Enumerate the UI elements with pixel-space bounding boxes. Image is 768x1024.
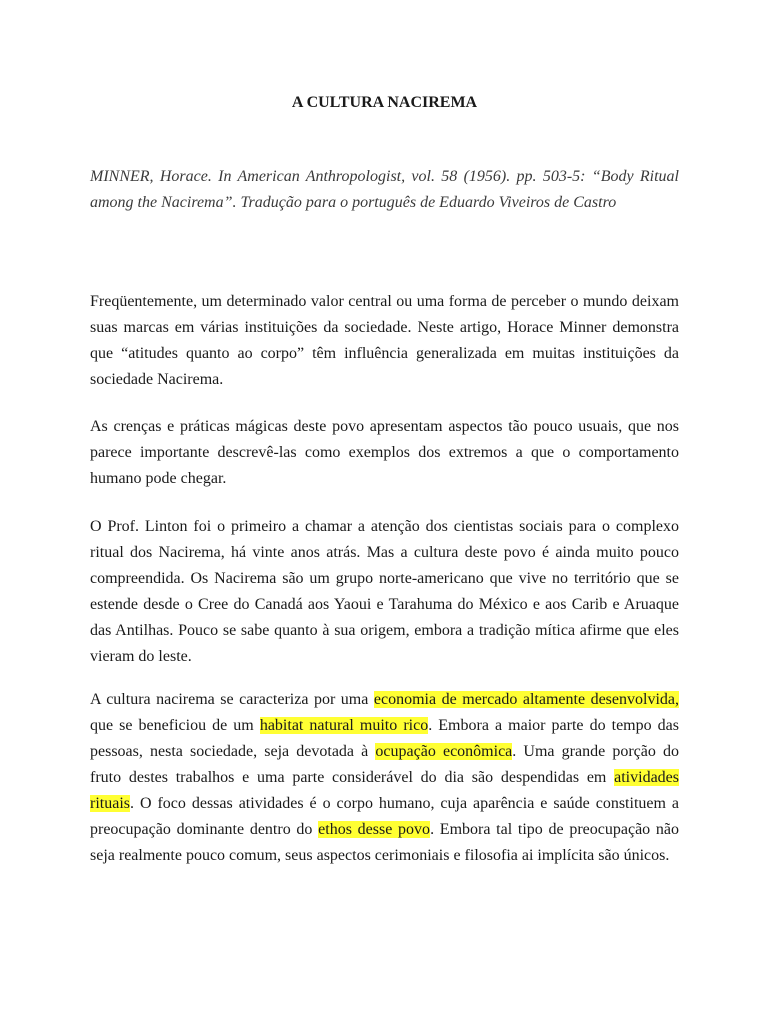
paragraph-4-text: . O foco dessas atividades é o corpo humano, cuja aparência e saúde constituem a preocupação dominante dentro do (90, 795, 679, 838)
highlight-market-economy: economia de mercado altamente desenvolvida, (373, 691, 679, 708)
highlight-natural-habitat: habitat natural muito rico (259, 717, 429, 734)
paragraph-4-text: . Uma grande porção do fruto destes trabalhos e uma parte considerável do dia são despendidas em (90, 743, 680, 786)
citation: MINNER, Horace. In American Anthropologist, vol. 58 (1956). pp. 503-5: “Body Ritual among the Nacirema”. Tradução para o português de Eduardo Viveiros de Castro (90, 168, 679, 211)
highlight-ritual-activities: atividades rituais (90, 769, 679, 812)
paragraph-4-text: A cultura nacirema se caracteriza por uma (90, 691, 374, 708)
paragraph-4-text: . Embora a maior parte do tempo das pessoas, nesta sociedade, seja devotada à (90, 717, 680, 760)
highlight-economic-occupation: ocupação econômica (375, 743, 513, 760)
paragraph-2: As crenças e práticas mágicas deste povo apresentam aspectos tão pouco usuais, que nos parece importante descrevê-las como exemplos dos extremos a que o comportamento humano pode chegar. (90, 418, 679, 487)
paragraph-4-text: que se beneficiou de um (90, 717, 260, 734)
paragraph-3: O Prof. Linton foi o primeiro a chamar a atenção dos cientistas sociais para o complexo ritual dos Nacirema, há vinte anos atrás. Mas a cultura deste povo é ainda muito pouco compreendida. Os Nacirema são um grupo norte-americano que vive no território que se estende desde o Cree do Canadá aos Yaoui e Tarahuma do México e aos Carib e Aruaque das Antilhas. Pouco se sabe quanto à sua origem, embora a tradição mítica afirme que eles vieram do leste. (90, 518, 679, 665)
highlight-ethos: ethos desse povo (318, 821, 431, 838)
paragraph-4-text: . Embora tal tipo de preocupação não seja realmente pouco comum, seus aspectos cerimoniais e filosofia ai implícita são únicos. (90, 821, 680, 864)
paragraph-4 (90, 687, 679, 869)
paragraph-1: Freqüentemente, um determinado valor central ou uma forma de perceber o mundo deixam suas marcas em várias instituições da sociedade. Neste artigo, Horace Minner demonstra que “atitudes quanto ao corpo” têm influência generalizada em muitas instituições da sociedade Nacirema. (90, 293, 679, 388)
document-title: A CULTURA NACIREMA (291, 94, 478, 111)
